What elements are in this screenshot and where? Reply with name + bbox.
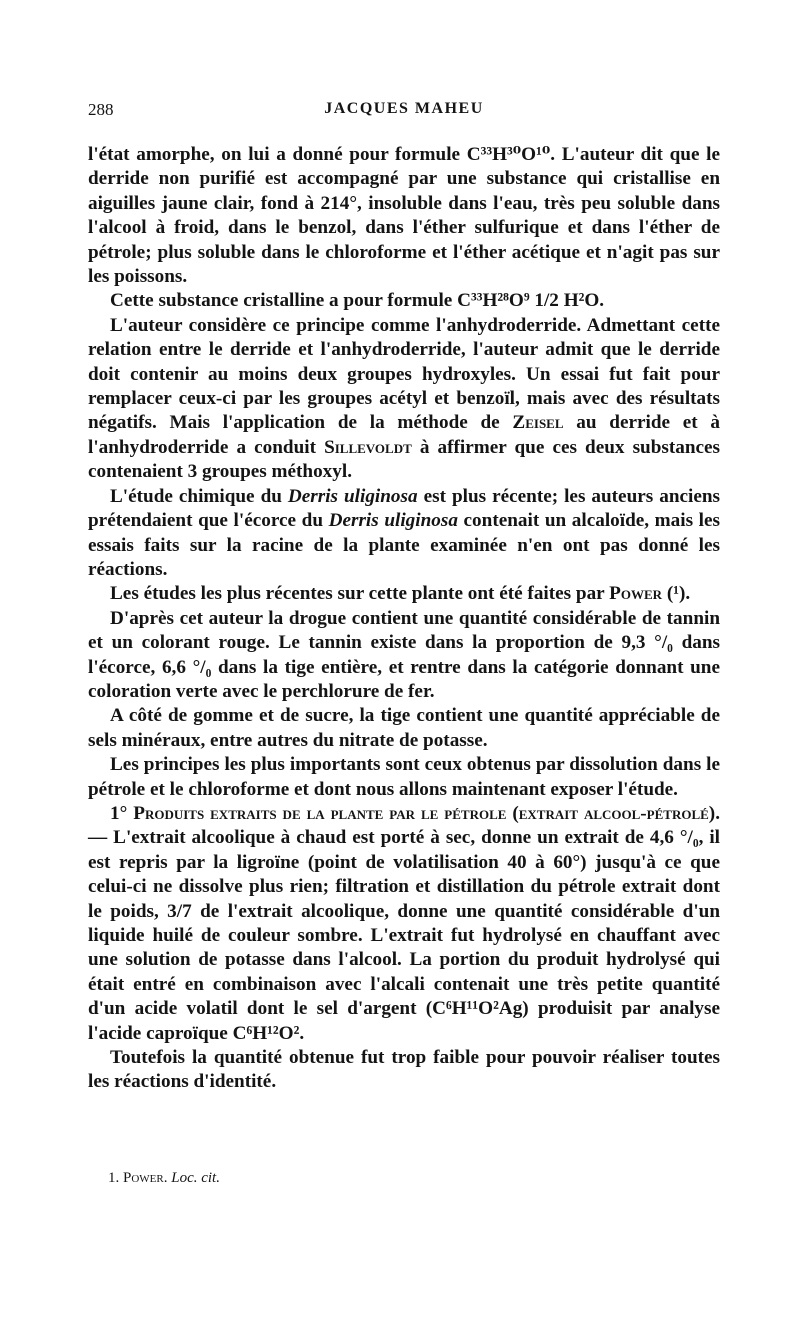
author-name: Zeisel (512, 412, 564, 434)
footnote-author: Power. (123, 1170, 168, 1186)
paragraph (88, 802, 720, 1046)
page-header (88, 100, 720, 126)
author-name: Sillevoldt (324, 436, 412, 458)
paragraph-text: à affirmer que ces deux substances contenaient 3 groupes méthoxyl. (88, 436, 720, 483)
paragraph (88, 485, 720, 583)
page-number: 288 (88, 100, 114, 119)
paragraph-text: est plus récente; les auteurs anciens prétendaient que l'écorce du (88, 485, 720, 532)
paragraph-text: L'étude chimique du (110, 485, 288, 507)
paragraph-text: Les études les plus récentes sur cette plante ont été faites par (110, 583, 610, 605)
species-name: Derris uliginosa (328, 510, 458, 532)
paragraph: Toutefois la quantité obtenue fut trop faible pour pouvoir réaliser toutes les réactions d'identité. (88, 1047, 720, 1093)
footnote-reference: Loc. cit. (171, 1170, 220, 1186)
paragraph (88, 314, 720, 485)
paragraph-text: L'auteur considère ce principe comme l'anhydroderride. Admettant cette relation entre le derride et l'anhydroderride, l'auteur admit que le derride doit contenir au moins deux groupes hydroxyles. Un essai fut fait pour remplacer ceux-ci par les groupes acétyl et benzoïl, mais avec des résultats négatifs. Mais l'application de la méthode de (88, 314, 720, 434)
footnote (108, 1170, 220, 1187)
running-head: JACQUES MAHEU (324, 100, 484, 117)
author-name: Power (609, 583, 663, 605)
footnote-number: 1. (108, 1170, 120, 1186)
paragraph: Les principes les plus importants sont ceux obtenus par dissolution dans le pétrole et le chloroforme et dont nous allons maintenant exposer l'étude. (88, 754, 720, 800)
paragraph-text: au derride et à l'anhydroderride a conduit (88, 412, 720, 458)
body-text (88, 143, 720, 1095)
paragraph: A côté de gomme et de sucre, la tige contient une quantité appréciable de sels minéraux, entre autres du nitrate de potasse. (88, 705, 720, 751)
paragraph: D'après cet auteur la drogue contient une quantité considérable de tannin et un colorant rouge. Le tannin existe dans la proportion de 9,3 °/₀ dans l'écorce, 6,6 °/₀ dans la tige entière, et rentre dans la catégorie donnant une coloration verte avec le perchlorure de fer. (88, 607, 720, 702)
species-name: Derris uliginosa (287, 485, 418, 507)
footnote-ref: (¹). (662, 583, 691, 605)
paragraph: l'état amorphe, on lui a donné pour formule C³³H³⁰O¹⁰. L'auteur dit que le derride non purifié est accompagné par une substance qui cristallise en aiguilles jaune clair, fond à 214°, insoluble dans l'eau, très peu soluble dans l'alcool à froid, dans le benzol, dans l'éther sulfurique et dans l'éther de pétrole; plus soluble dans le chloroforme et l'éther acétique et n'agit pas sur les poissons. (88, 144, 720, 288)
paragraph-text: contenait un alcaloïde, mais les essais faits sur la racine de la plante examinée n'en ont pas donné les réactions. (88, 510, 720, 580)
paragraph: Cette substance cristalline a pour formule C³³H²⁸O⁹ 1/2 H²O. (110, 290, 605, 312)
paragraph (88, 582, 720, 606)
section-heading: 1° Produits extraits de la plante par le pétrole (extrait alcool-pétrolé). (110, 802, 720, 824)
paragraph-text: — L'extrait alcoolique à chaud est porté à sec, donne un extrait de 4,6 °/₀, il est repris par la ligroïne (point de volatilisation 40 à 60°) jusqu'à ce que celui-ci ne dissolve plus rien; filtration et distillation du pétrole extrait dont le poids, 3/7 de l'extrait alcoolique, donne une quantité considérable d'un liquide huilé de couleur sombre. L'extrait fut hydrolysé en chauffant avec une solution de potasse dans l'alcool. La portion du produit hydrolysé qui était entré en combinaison avec l'alcali contenait une très petite quantité d'un acide volatil dont le sel d'argent (C⁶H¹¹O²Ag) produisit par analyse l'acide caproïque C⁶H¹²O². (88, 827, 720, 1044)
